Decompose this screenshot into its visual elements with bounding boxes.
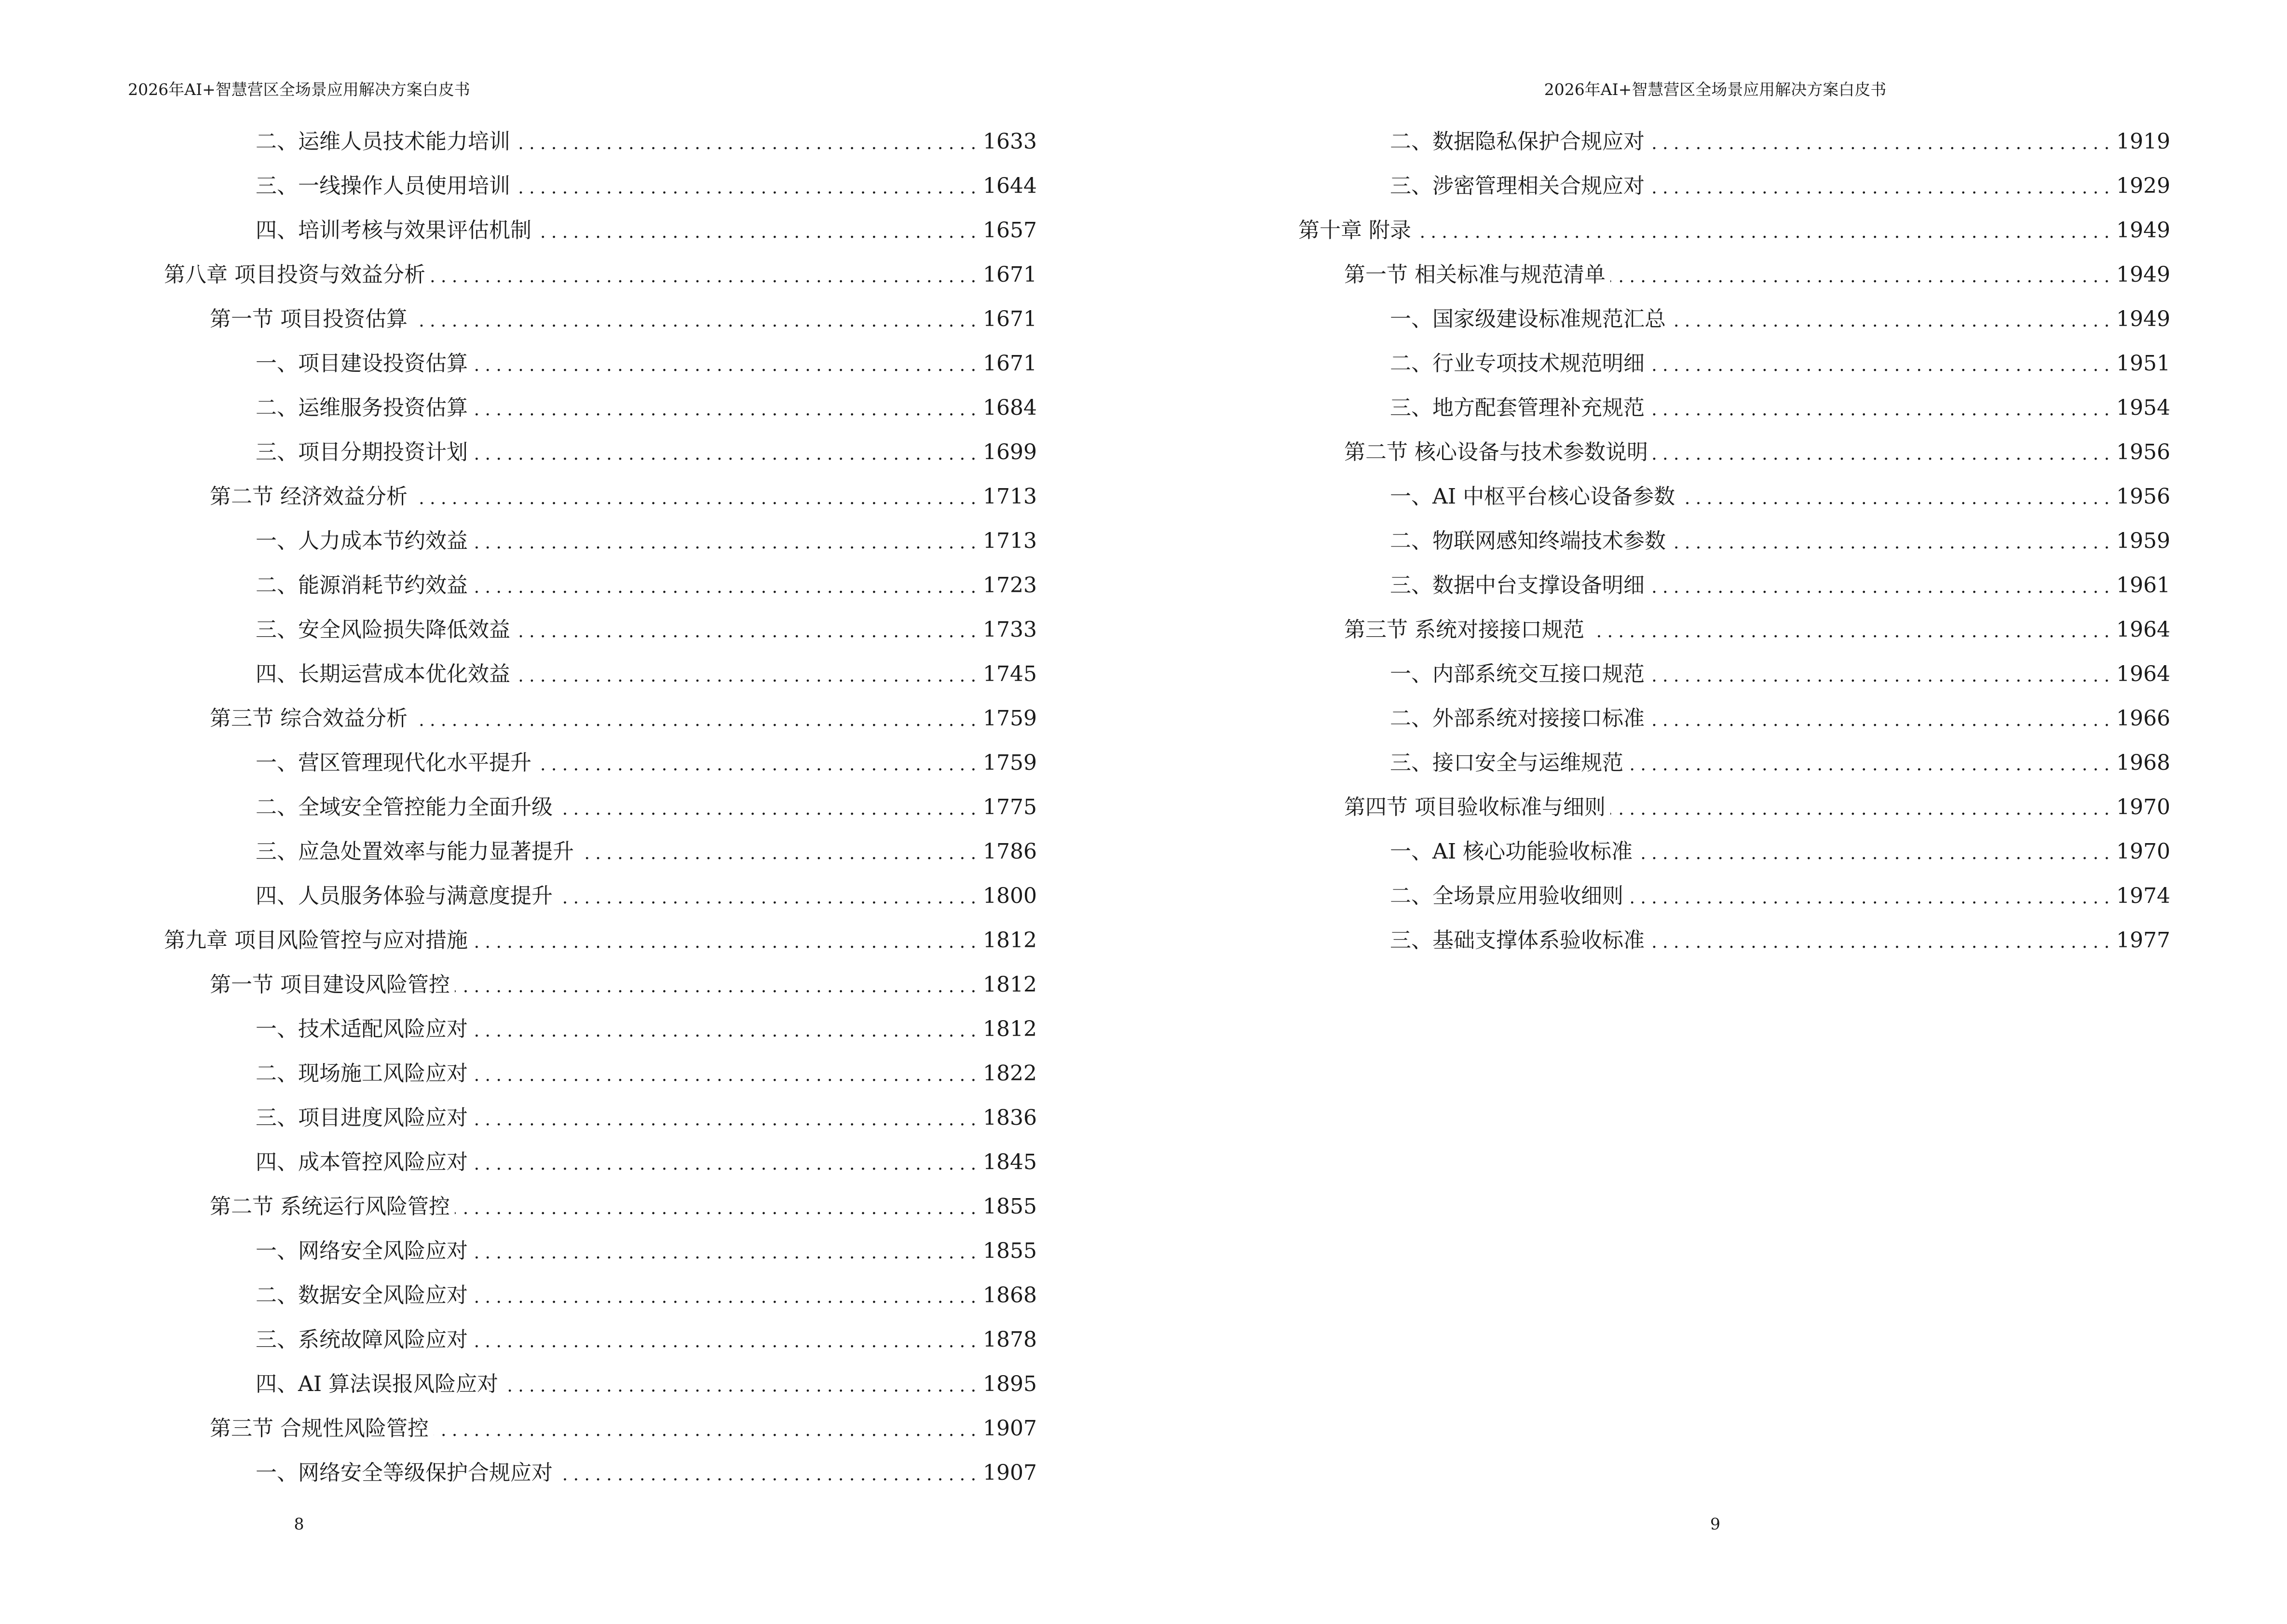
- toc-entry-item[interactable]: [164, 430, 1037, 475]
- toc-entry-page-number: 1970: [2116, 795, 2170, 819]
- toc-entry-page-number: 1956: [2116, 440, 2170, 464]
- toc-entry-page-number: 1759: [983, 706, 1037, 731]
- dot-leader: [1589, 619, 2110, 641]
- dot-leader: [1649, 708, 2110, 729]
- toc-entry-item[interactable]: [1298, 386, 2170, 430]
- dot-leader: [1416, 220, 2110, 241]
- dot-leader: [558, 886, 976, 907]
- toc-entry-title: 第四节 项目验收标准与细则: [1344, 795, 1606, 819]
- toc-entry-page-number: 1671: [983, 351, 1037, 376]
- toc-entry-item[interactable]: [164, 1096, 1037, 1140]
- toc-entry-title: 四、培训考核与效果评估机制: [256, 218, 531, 243]
- toc-entry-item[interactable]: [1298, 652, 2170, 696]
- toc-entry-page-number: 1812: [983, 928, 1037, 953]
- toc-entry-section[interactable]: [1298, 785, 2170, 830]
- toc-entry-section[interactable]: [164, 297, 1037, 341]
- toc-entry-item[interactable]: [1298, 830, 2170, 874]
- dot-leader: [473, 1329, 976, 1351]
- dot-leader: [473, 531, 976, 552]
- toc-entry-page-number: 1907: [983, 1460, 1037, 1485]
- toc-entry-title: 二、数据隐私保护合规应对: [1390, 129, 1645, 154]
- toc-entry-page-number: 1812: [983, 972, 1037, 997]
- toc-entry-title: 一、人力成本节约效益: [256, 529, 468, 553]
- toc-entry-page-number: 1895: [983, 1372, 1037, 1396]
- table-of-contents: [164, 120, 1037, 1495]
- toc-entry-page-number: 1713: [983, 484, 1037, 509]
- dot-leader: [473, 1152, 976, 1173]
- toc-entry-page-number: 1974: [2116, 884, 2170, 908]
- toc-entry-page-number: 1845: [983, 1150, 1037, 1174]
- dot-leader: [558, 797, 976, 818]
- toc-entry-title: 一、技术适配风险应对: [256, 1017, 468, 1041]
- toc-entry-title: 第一节 相关标准与规范清单: [1344, 262, 1606, 287]
- dot-leader: [1610, 797, 2110, 818]
- toc-entry-item[interactable]: [164, 120, 1037, 164]
- toc-entry-page-number: 1966: [2116, 706, 2170, 731]
- toc-entry-section[interactable]: [164, 696, 1037, 741]
- dot-leader: [1649, 353, 2110, 374]
- toc-entry-section[interactable]: [1298, 430, 2170, 475]
- toc-entry-page-number: 1949: [2116, 218, 2170, 243]
- toc-entry-chapter[interactable]: [164, 253, 1037, 297]
- toc-entry-title: 四、AI 算法误报风险应对: [256, 1372, 499, 1396]
- dot-leader: [558, 1462, 976, 1484]
- toc-entry-item[interactable]: [164, 519, 1037, 563]
- dot-leader: [473, 1107, 976, 1129]
- dot-leader: [434, 1418, 976, 1439]
- toc-entry-page-number: 1745: [983, 662, 1037, 686]
- toc-entry-title: 一、AI 核心功能验收标准: [1390, 839, 1633, 864]
- toc-entry-title: 三、基础支撑体系验收标准: [1390, 928, 1645, 953]
- dot-leader: [473, 353, 976, 374]
- toc-entry-page-number: 1800: [983, 884, 1037, 908]
- running-header: 2026年AI+智慧营区全场景应用解决方案白皮书: [1544, 80, 1887, 99]
- toc-entry-page-number: 1919: [2116, 129, 2170, 154]
- toc-entry-title: 三、地方配套管理补充规范: [1390, 396, 1645, 420]
- toc-entry-section[interactable]: [164, 1406, 1037, 1451]
- dot-leader: [1628, 752, 2110, 774]
- toc-entry-title: 三、安全风险损失降低效益: [256, 617, 510, 642]
- toc-entry-page-number: 1775: [983, 795, 1037, 819]
- toc-entry-item[interactable]: [164, 830, 1037, 874]
- dot-leader: [536, 752, 976, 774]
- dot-leader: [473, 1019, 976, 1040]
- dot-leader: [473, 397, 976, 419]
- toc-entry-page-number: 1822: [983, 1061, 1037, 1086]
- toc-entry-page-number: 1855: [983, 1194, 1037, 1219]
- toc-entry-item[interactable]: [1298, 120, 2170, 164]
- toc-entry-page-number: 1954: [2116, 396, 2170, 420]
- toc-entry-page-number: 1949: [2116, 307, 2170, 331]
- toc-entry-page-number: 1657: [983, 218, 1037, 243]
- toc-entry-title: 二、能源消耗节约效益: [256, 573, 468, 598]
- dot-leader: [1671, 531, 2110, 552]
- toc-entry-title: 三、数据中台支撑设备明细: [1390, 573, 1645, 598]
- toc-entry-page-number: 1868: [983, 1283, 1037, 1308]
- toc-entry-title: 四、成本管控风险应对: [256, 1150, 468, 1174]
- dot-leader: [1671, 309, 2110, 330]
- page-number: 8: [294, 1515, 304, 1533]
- toc-entry-section[interactable]: [1298, 608, 2170, 652]
- toc-entry-section[interactable]: [164, 475, 1037, 519]
- toc-entry-page-number: 1907: [983, 1416, 1037, 1441]
- toc-entry-item[interactable]: [164, 341, 1037, 386]
- toc-entry-item[interactable]: [164, 563, 1037, 608]
- dot-leader: [579, 841, 976, 862]
- toc-entry-title: 二、外部系统对接接口标准: [1390, 706, 1645, 731]
- toc-entry-title: 二、全场景应用验收细则: [1390, 884, 1623, 908]
- toc-entry-title: 二、行业专项技术规范明细: [1390, 351, 1645, 376]
- dot-leader: [412, 309, 976, 330]
- toc-entry-page-number: 1633: [983, 129, 1037, 154]
- dot-leader: [430, 264, 976, 286]
- toc-entry-page-number: 1684: [983, 396, 1037, 420]
- dot-leader: [515, 176, 976, 197]
- toc-entry-title: 三、接口安全与运维规范: [1390, 751, 1623, 775]
- toc-entry-title: 第一节 项目建设风险管控: [210, 972, 450, 997]
- page-number: 9: [1710, 1515, 1720, 1533]
- toc-entry-title: 第三节 系统对接接口规范: [1344, 617, 1584, 642]
- dot-leader: [1649, 176, 2110, 197]
- toc-entry-title: 四、长期运营成本优化效益: [256, 662, 510, 686]
- toc-entry-item[interactable]: [1298, 164, 2170, 208]
- toc-entry-item[interactable]: [164, 1140, 1037, 1185]
- dot-leader: [473, 930, 976, 951]
- dot-leader: [1628, 886, 2110, 907]
- toc-entry-page-number: 1951: [2116, 351, 2170, 376]
- toc-entry-title: 第二节 核心设备与技术参数说明: [1344, 440, 1648, 464]
- toc-entry-title: 三、涉密管理相关合规应对: [1390, 174, 1645, 198]
- dot-leader: [473, 1241, 976, 1262]
- toc-entry-title: 二、全域安全管控能力全面升级: [256, 795, 553, 819]
- dot-leader: [536, 220, 976, 241]
- toc-entry-item[interactable]: [164, 785, 1037, 830]
- toc-entry-item[interactable]: [164, 1051, 1037, 1096]
- dot-leader: [412, 486, 976, 507]
- toc-entry-page-number: 1929: [2116, 174, 2170, 198]
- toc-entry-title: 三、系统故障风险应对: [256, 1327, 468, 1352]
- toc-entry-title: 二、数据安全风险应对: [256, 1283, 468, 1308]
- dot-leader: [1680, 486, 2110, 507]
- dot-leader: [1649, 575, 2110, 596]
- toc-entry-item[interactable]: [164, 1007, 1037, 1051]
- toc-entry-item[interactable]: [164, 652, 1037, 696]
- toc-entry-item[interactable]: [1298, 874, 2170, 918]
- toc-entry-item[interactable]: [164, 208, 1037, 253]
- toc-entry-title: 一、网络安全风险应对: [256, 1239, 468, 1263]
- toc-entry-section[interactable]: [164, 963, 1037, 1007]
- toc-entry-chapter[interactable]: [1298, 208, 2170, 253]
- toc-entry-item[interactable]: [164, 1229, 1037, 1273]
- toc-entry-title: 第九章 项目风险管控与应对措施: [164, 928, 468, 953]
- dot-leader: [515, 664, 976, 685]
- dot-leader: [1649, 664, 2110, 685]
- toc-entry-item[interactable]: [164, 1451, 1037, 1495]
- dot-leader: [473, 1285, 976, 1306]
- dot-leader: [503, 1374, 976, 1395]
- toc-entry-title: 二、现场施工风险应对: [256, 1061, 468, 1086]
- toc-entry-item[interactable]: [1298, 519, 2170, 563]
- toc-entry-title: 第三节 综合效益分析: [210, 706, 408, 731]
- toc-entry-title: 一、项目建设投资估算: [256, 351, 468, 376]
- dot-leader: [473, 442, 976, 463]
- toc-entry-item[interactable]: [164, 874, 1037, 918]
- toc-entry-title: 三、一线操作人员使用培训: [256, 174, 510, 198]
- toc-entry-item[interactable]: [1298, 741, 2170, 785]
- toc-entry-page-number: 1855: [983, 1239, 1037, 1263]
- toc-entry-item[interactable]: [1298, 563, 2170, 608]
- toc-entry-page-number: 1699: [983, 440, 1037, 464]
- toc-entry-page-number: 1786: [983, 839, 1037, 864]
- toc-entry-page-number: 1977: [2116, 928, 2170, 953]
- toc-entry-page-number: 1961: [2116, 573, 2170, 598]
- toc-entry-title: 二、物联网感知终端技术参数: [1390, 529, 1666, 553]
- toc-entry-title: 第八章 项目投资与效益分析: [164, 262, 425, 287]
- toc-entry-title: 第二节 系统运行风险管控: [210, 1194, 450, 1219]
- toc-entry-item[interactable]: [164, 386, 1037, 430]
- toc-entry-page-number: 1836: [983, 1105, 1037, 1130]
- dot-leader: [515, 619, 976, 641]
- dot-leader: [1649, 930, 2110, 951]
- dot-leader: [455, 974, 976, 996]
- toc-entry-title: 一、网络安全等级保护合规应对: [256, 1460, 553, 1485]
- toc-entry-title: 一、国家级建设标准规范汇总: [1390, 307, 1666, 331]
- right-page: [1144, 0, 2287, 1624]
- toc-entry-page-number: 1759: [983, 751, 1037, 775]
- dot-leader: [515, 131, 976, 152]
- toc-entry-title: 第一节 项目投资估算: [210, 307, 408, 331]
- dot-leader: [455, 1196, 976, 1217]
- dot-leader: [1637, 841, 2110, 862]
- toc-entry-item[interactable]: [164, 608, 1037, 652]
- table-of-contents: [1298, 120, 2170, 963]
- toc-entry-page-number: 1671: [983, 262, 1037, 287]
- toc-entry-page-number: 1949: [2116, 262, 2170, 287]
- toc-entry-title: 第二节 经济效益分析: [210, 484, 408, 509]
- toc-entry-page-number: 1956: [2116, 484, 2170, 509]
- dot-leader: [1649, 397, 2110, 419]
- toc-entry-item[interactable]: [1298, 297, 2170, 341]
- toc-entry-chapter[interactable]: [164, 918, 1037, 963]
- dot-leader: [1610, 264, 2110, 286]
- toc-entry-title: 二、运维服务投资估算: [256, 396, 468, 420]
- toc-entry-item[interactable]: [164, 1273, 1037, 1318]
- toc-entry-page-number: 1733: [983, 617, 1037, 642]
- toc-entry-item[interactable]: [164, 164, 1037, 208]
- toc-entry-title: 三、应急处置效率与能力显著提升: [256, 839, 574, 864]
- toc-entry-title: 三、项目进度风险应对: [256, 1105, 468, 1130]
- dot-leader: [473, 1063, 976, 1084]
- toc-entry-item[interactable]: [1298, 341, 2170, 386]
- dot-leader: [412, 708, 976, 729]
- toc-entry-page-number: 1970: [2116, 839, 2170, 864]
- toc-entry-section[interactable]: [164, 1185, 1037, 1229]
- toc-entry-title: 一、营区管理现代化水平提升: [256, 751, 531, 775]
- toc-entry-item[interactable]: [164, 1362, 1037, 1406]
- toc-entry-item[interactable]: [1298, 696, 2170, 741]
- toc-entry-item[interactable]: [1298, 918, 2170, 963]
- toc-entry-page-number: 1964: [2116, 617, 2170, 642]
- toc-entry-page-number: 1671: [983, 307, 1037, 331]
- toc-entry-page-number: 1964: [2116, 662, 2170, 686]
- toc-entry-title: 第三节 合规性风险管控: [210, 1416, 429, 1441]
- toc-entry-title: 一、内部系统交互接口规范: [1390, 662, 1645, 686]
- toc-entry-page-number: 1644: [983, 174, 1037, 198]
- toc-entry-page-number: 1878: [983, 1327, 1037, 1352]
- toc-entry-title: 三、项目分期投资计划: [256, 440, 468, 464]
- toc-entry-item[interactable]: [164, 1318, 1037, 1362]
- toc-entry-title: 一、AI 中枢平台核心设备参数: [1390, 484, 1675, 509]
- dot-leader: [1653, 442, 2110, 463]
- dot-leader: [473, 575, 976, 596]
- toc-entry-page-number: 1723: [983, 573, 1037, 598]
- toc-entry-title: 第十章 附录: [1298, 218, 1411, 243]
- toc-entry-page-number: 1713: [983, 529, 1037, 553]
- toc-entry-item[interactable]: [1298, 475, 2170, 519]
- toc-entry-page-number: 1968: [2116, 751, 2170, 775]
- toc-entry-page-number: 1812: [983, 1017, 1037, 1041]
- toc-entry-title: 二、运维人员技术能力培训: [256, 129, 510, 154]
- toc-entry-section[interactable]: [1298, 253, 2170, 297]
- toc-entry-page-number: 1959: [2116, 529, 2170, 553]
- running-header: 2026年AI+智慧营区全场景应用解决方案白皮书: [128, 80, 470, 99]
- dot-leader: [1649, 131, 2110, 152]
- toc-entry-item[interactable]: [164, 741, 1037, 785]
- toc-entry-title: 四、人员服务体验与满意度提升: [256, 884, 553, 908]
